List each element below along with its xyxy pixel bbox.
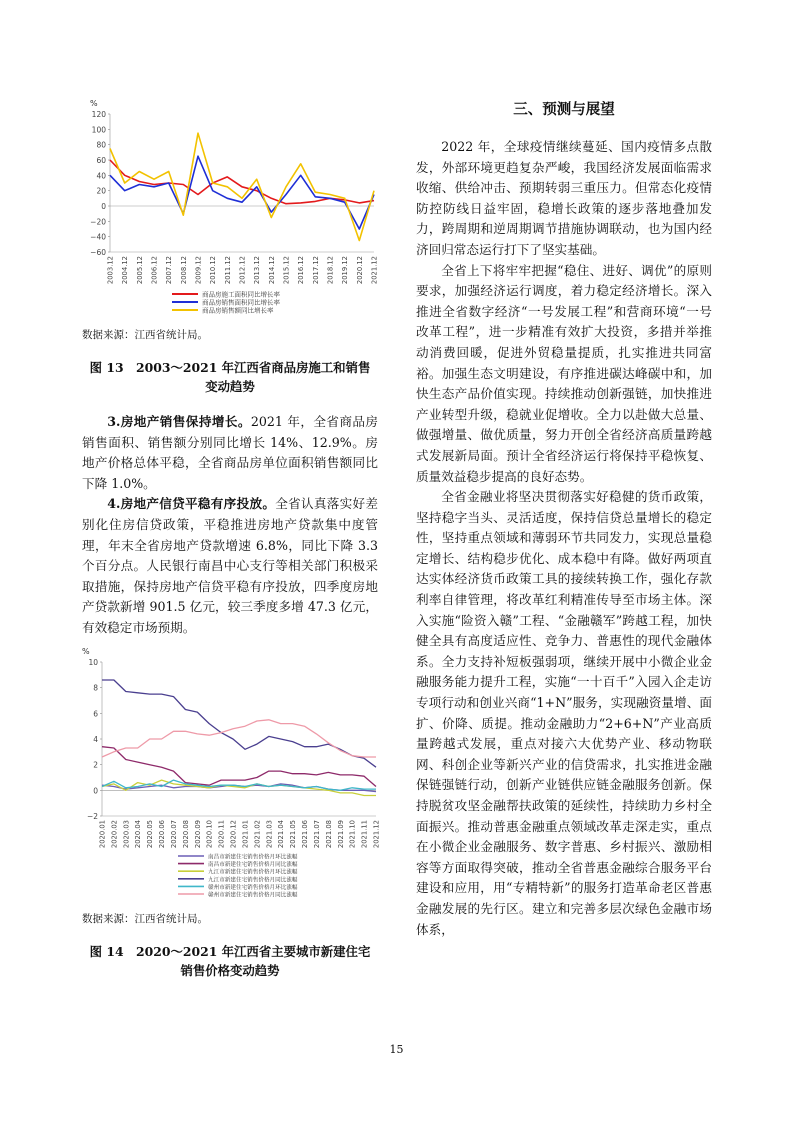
y-tick-label: 40 — [96, 171, 106, 181]
x-tick-label: 2020.05 — [146, 820, 155, 849]
x-tick-label: 2012.12 — [238, 256, 247, 285]
y-tick-label: 2 — [93, 760, 98, 770]
x-tick-label: 2020.02 — [110, 820, 119, 849]
figure14-caption — [82, 942, 378, 980]
figure14-chart — [82, 647, 381, 900]
figure13-caption-line1: 图 13 2003～2021 年江西省商品房施工和销售 — [89, 360, 371, 375]
y-tick-label: 100 — [91, 125, 106, 135]
x-tick-label: 2010.12 — [209, 256, 218, 285]
x-tick-label: 2005.12 — [135, 256, 144, 285]
paragraph-heading: 4.房地产信贷平稳有序投放。 — [107, 496, 276, 512]
x-tick-label: 2020.04 — [134, 820, 143, 849]
x-tick-label: 2021.12 — [370, 256, 379, 285]
legend-label: 商品房施工面积同比增长率 — [202, 290, 280, 299]
x-tick-label: 2020.06 — [158, 820, 167, 849]
series-line-6 — [102, 720, 376, 757]
legend-label: 南昌市新建住宅销售价格月同比涨幅 — [208, 862, 298, 869]
left-body-text — [82, 412, 378, 639]
outlook-paragraph-2: 全省上下将牢牢把握“稳住、进好、调优”的原则要求，加强经济运行调度，着力稳定经济增长。深入推进全省数字经济“一号发展工程”和营商环境“一号改革工程”，进一步精准有效扩大投资，多措并举推动消费回暖，促进外贸稳量提质，扎实推进共同富裕。加强生态文明建设，有序推进碳达峰碳中和，加快生态产品价值实现。持续推动创新强链，加快推进产业转型升级，稳就业促增收。全力以赴做大总量、做强增量、做优质量，努力开创全省经济高质量跨越式发展新局面。预计全省经济运行将保持平稳恢复、质量效益稳步提高的良好态势。 — [416, 262, 712, 484]
x-tick-label: 2011.12 — [223, 256, 232, 285]
figure13-caption — [82, 358, 378, 396]
x-tick-label: 2021.02 — [253, 820, 262, 849]
y-unit-label: % — [90, 99, 98, 108]
y-tick-label: 0 — [101, 202, 106, 211]
x-tick-label: 2006.12 — [150, 256, 159, 285]
x-tick-label: 2021.10 — [348, 820, 357, 849]
x-tick-label: 2021.08 — [324, 820, 333, 849]
y-tick-label: −2 — [86, 812, 98, 821]
figure13-source: 数据来源：江西省统计局。 — [82, 329, 208, 341]
series-line-4 — [102, 680, 376, 767]
x-tick-label: 2020.12 — [355, 256, 364, 285]
x-tick-label: 2019.12 — [341, 256, 350, 285]
x-tick-label: 2015.12 — [282, 256, 291, 285]
legend-label: 九江市新建住宅销售价格月同比涨幅 — [208, 877, 298, 884]
y-tick-label: 80 — [96, 140, 106, 150]
x-tick-label: 2020.09 — [193, 820, 202, 849]
y-tick-label: 120 — [91, 110, 106, 119]
x-tick-label: 2008.12 — [179, 256, 188, 285]
y-tick-label: 10 — [88, 658, 98, 667]
y-tick-label: 20 — [96, 186, 106, 196]
paragraph-housing-sales — [82, 412, 378, 494]
x-tick-label: 2020.12 — [229, 820, 238, 849]
x-tick-label: 2021.11 — [360, 820, 369, 849]
figure14-caption-line1: 图 14 2020～2021 年江西省主要城市新建住宅 — [89, 944, 371, 959]
y-tick-label: 0 — [93, 786, 98, 796]
x-tick-label: 2020.10 — [205, 820, 214, 849]
legend-label: 南昌市新建住宅销售价格月环比涨幅 — [208, 854, 298, 861]
y-tick-label: 4 — [93, 735, 98, 744]
x-tick-label: 2003.12 — [106, 256, 115, 285]
y-tick-label: 6 — [93, 709, 98, 719]
figure14-caption-line2: 销售价格变动趋势 — [180, 963, 280, 978]
x-tick-label: 2021.12 — [372, 820, 381, 849]
x-tick-label: 2007.12 — [165, 256, 174, 285]
x-tick-label: 2018.12 — [326, 256, 335, 285]
x-tick-label: 2009.12 — [194, 256, 203, 285]
x-tick-label: 2021.07 — [312, 820, 321, 849]
x-tick-label: 2020.03 — [122, 820, 131, 849]
x-tick-label: 2013.12 — [253, 256, 262, 285]
legend-label: 商品房销售额同比增长率 — [202, 306, 274, 315]
x-tick-label: 2020.11 — [217, 820, 226, 849]
series-line-2 — [102, 747, 376, 787]
x-tick-label: 2020.01 — [98, 820, 107, 849]
y-tick-label: 8 — [93, 683, 98, 693]
x-tick-label: 2021.04 — [277, 820, 286, 849]
x-tick-label: 2021.09 — [336, 820, 345, 849]
y-unit-label: % — [82, 647, 90, 656]
figure14-source: 数据来源：江西省统计局。 — [82, 913, 208, 925]
figure13-chart — [84, 96, 378, 318]
x-tick-label: 2021.06 — [301, 820, 310, 849]
x-tick-label: 2014.12 — [267, 256, 276, 285]
outlook-paragraph-3: 全省金融业将坚决贯彻落实好稳健的货币政策，坚持稳字当头、灵活适度，保持信贷总量增长的稳定性，坚持重点领域和薄弱环节共同发力，实现总量稳定增长、结构稳步优化、成本稳中有降。做好两项直达实体经济货币政策工具的接续转换工作，强化存款利率自律管理，将改革红利精准传导至市场主体。深入实施“险资入赣”工程、“金融赣军”跨越工程，加快健全具有高度适应性、竞争力、普惠性的现代金融体系。全力支持补短板强弱项，继续开展中小微企业金融服务能力提升工程，实施“一十百千”入园入企走访专项行动和创业兴商“1+N”服务，实现融资量增、面扩、价降、质提。推动金融助力“2+6+N”产业高质量跨越式发展，重点对接六大优势产业、移动物联网、科创企业等新兴产业的信贷需求，扎实推进金融保链强链行动，创新产业链供应链金融服务创新。保持脱贫攻坚金融帮扶政策的延续性，持续助力乡村全面振兴。推动普惠金融重点领域改革走深走实，重点在小微企业金融服务、数字普惠、乡村振兴、激励相容等方面取得突破，推动全省普惠金融综合服务平台建设和应用，用“专精特新”的服务打造革命老区普惠金融发展的先行区。建立和完善多层次绿色金融市场体系， — [416, 489, 712, 937]
paragraph-heading: 3.房地产销售保持增长。 — [107, 414, 251, 429]
y-tick-label: −20 — [90, 217, 106, 227]
series-line-5 — [102, 780, 376, 790]
paragraph-body: 全省认真落实好差别化住房信贷政策，平稳推进房地产贷款集中度管理，年末全省房地产贷款增速 6.8%，同比下降 3.3 个百分点。人民银行南昌中心支行等相关部门积极采取措施，保持房地产信贷平稳有序投放，四季度房地产贷款新增 901.5 亿元，较三季度多增 47.3 亿元，有效稳定市场预期。 — [82, 496, 378, 635]
x-tick-label: 2021.03 — [265, 820, 274, 849]
y-tick-label: −40 — [90, 232, 106, 242]
legend-label: 赣州市新建住宅销售价格月环比涨幅 — [208, 884, 298, 891]
paragraph-housing-credit — [82, 494, 378, 638]
legend-label: 赣州市新建住宅销售价格月同比涨幅 — [208, 892, 298, 899]
figure13-caption-line2: 变动趋势 — [205, 379, 255, 394]
x-tick-label: 2020.07 — [169, 820, 178, 849]
outlook-paragraph-1: 2022 年，全球疫情继续蔓延、国内疫情多点散发，外部环境更趋复杂严峻，我国经济发展面临需求收缩、供给冲击、预期转弱三重压力。但常态化疫情防控防线日益牢固，稳增长政策的逐步落地叠加发力，跨周期和逆周期调节措施协调联动，也为国内经济回归常态运行打下了坚实基础。 — [416, 139, 712, 257]
page-number: 15 — [389, 1043, 404, 1056]
y-tick-label: 60 — [96, 156, 106, 165]
section-outlook — [416, 98, 712, 940]
x-tick-label: 2021.01 — [241, 820, 250, 849]
legend-label: 商品房销售面积同比增长率 — [202, 298, 280, 307]
x-tick-label: 2016.12 — [297, 256, 306, 285]
paragraph-body: 2021 年，全省商品房销售面积、销售额分别同比增长 14%、12.9%。房地产价格总体平稳，全省商品房单位面积销售额同比下降 1.0%。 — [82, 414, 378, 491]
legend-label: 九江市新建住宅销售价格月环比涨幅 — [208, 869, 298, 876]
section-title: 三、预测与展望 — [513, 101, 615, 118]
series-line-2 — [110, 156, 374, 229]
x-tick-label: 2021.05 — [289, 820, 298, 849]
x-tick-label: 2020.08 — [181, 820, 190, 849]
x-tick-label: 2017.12 — [311, 256, 320, 285]
x-tick-label: 2004.12 — [121, 256, 130, 285]
y-tick-label: −60 — [90, 248, 106, 257]
